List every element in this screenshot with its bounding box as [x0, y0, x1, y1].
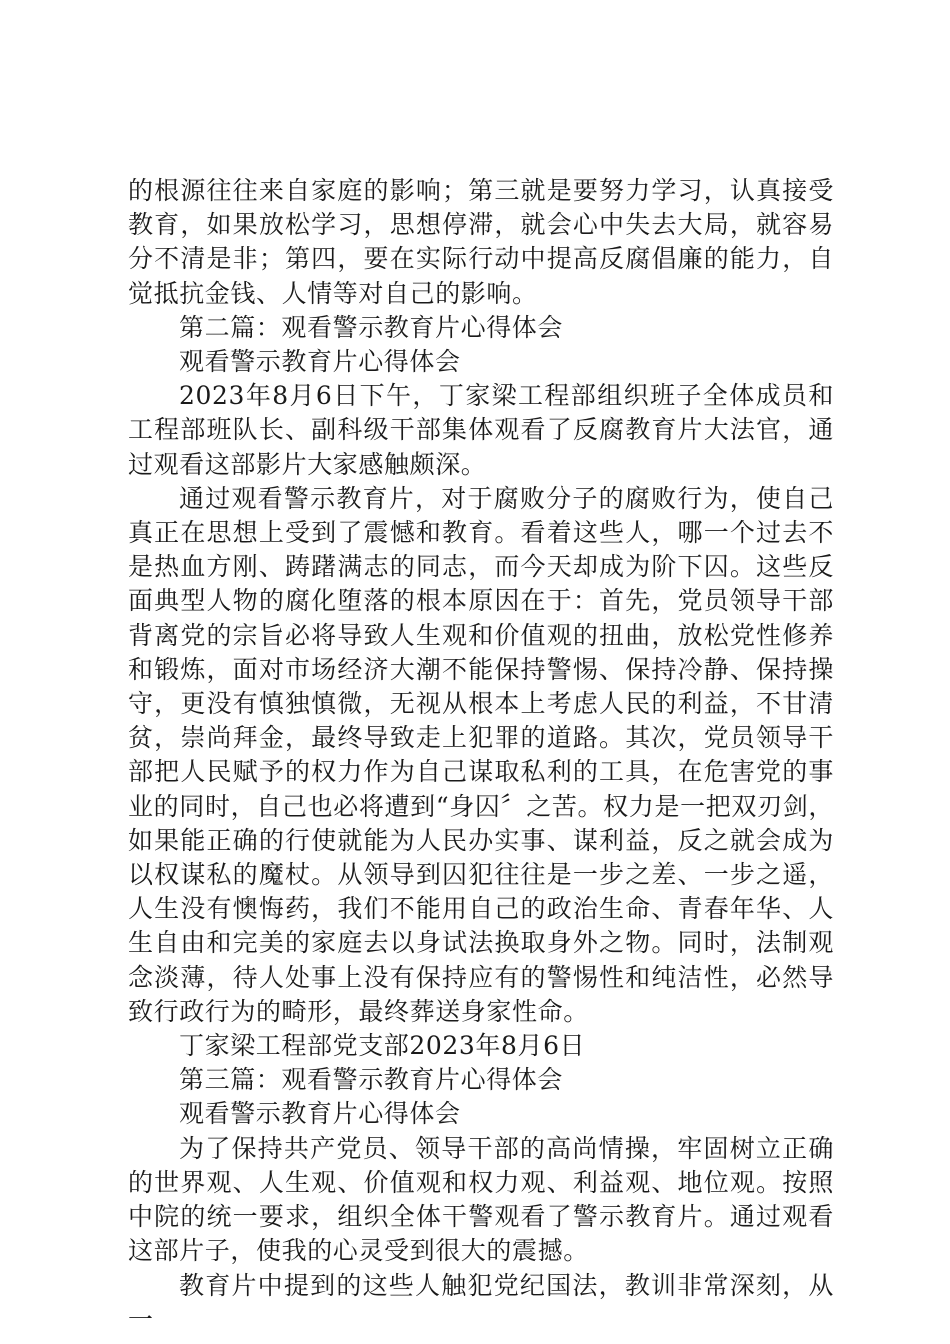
section-heading-part-three: 第三篇：观看警示教育片心得体会 — [179, 1065, 564, 1095]
paragraph: 2023年8月6日下午，丁家梁工程部组织班子全体成员和工程部班队长、副科级干部集体观看了反腐教育片大法官，通过观看这部影片大家感触颇深。 — [128, 381, 834, 479]
paragraph-continuation: 的根源往往来自家庭的影响；第三就是要努力学习，认真接受教育，如果放松学习，思想停滞，就会心中失去大局，就容易分不清是非；第四，要在实际行动中提高反腐倡廉的能力，自觉抵抗金钱、人情等对自己的影响。 — [128, 176, 834, 308]
section-heading-part-two: 第二篇：观看警示教育片心得体会 — [179, 312, 564, 342]
paragraph: 通过观看警示教育片，对于腐败分子的腐败行为，使自己真正在思想上受到了震憾和教育。看着这些人，哪一个过去不是热血方刚、踌躇满志的同志，而今天却成为阶下囚。这些反面典型人物的腐化堕落的根本原因在于：首先，党员领导干部背离党的宗旨必将导致人生观和价值观的扭曲，放松党性修养和锻炼，面对市场经济大潮不能保持警惕、保持冷静、保持操守，更没有慎独慎微，无视从根本上考虑人民的利益，不甘清贫，崇尚拜金，最终导致走上犯罪的道路。其次，党员领导干部把人民赋予的权力作为自己谋取私利的工具，在危害党的事业的同时，自己也必将遭到“身囚〞之苦。权力是一把双刃剑，如果能正确的行使就能为人民办实事、谋利益，反之就会成为以权谋私的魔杖。从领导到囚犯往往是一步之差、一步之遥，人生没有懊悔药，我们不能用自己的政治生命、青春年华、人生自由和完美的家庭去以身试法换取身外之物。同时，法制观念淡薄，待人处事上没有保持应有的警惕性和纯洁性，必然导致行政行为的畸形，最终葬送身家性命。 — [128, 483, 834, 1026]
document-body — [128, 174, 834, 1337]
paragraph: 教育片中提到的这些人触犯党纪国法，教训非常深刻，从一 — [128, 1270, 834, 1334]
signature-line: 丁家梁工程部党支部2023年8月6日 — [179, 1031, 586, 1061]
article-title: 观看警示教育片心得体会 — [179, 347, 461, 377]
article-title: 观看警示教育片心得体会 — [179, 1099, 461, 1129]
paragraph: 为了保持共产党员、领导干部的高尚情操，牢固树立正确的世界观、人生观、价值观和权力观、利益观、地位观。按照中院的统一要求，组织全体干警观看了警示教育片。通过观看这部片子，使我的心灵受到很大的震撼。 — [128, 1133, 834, 1266]
